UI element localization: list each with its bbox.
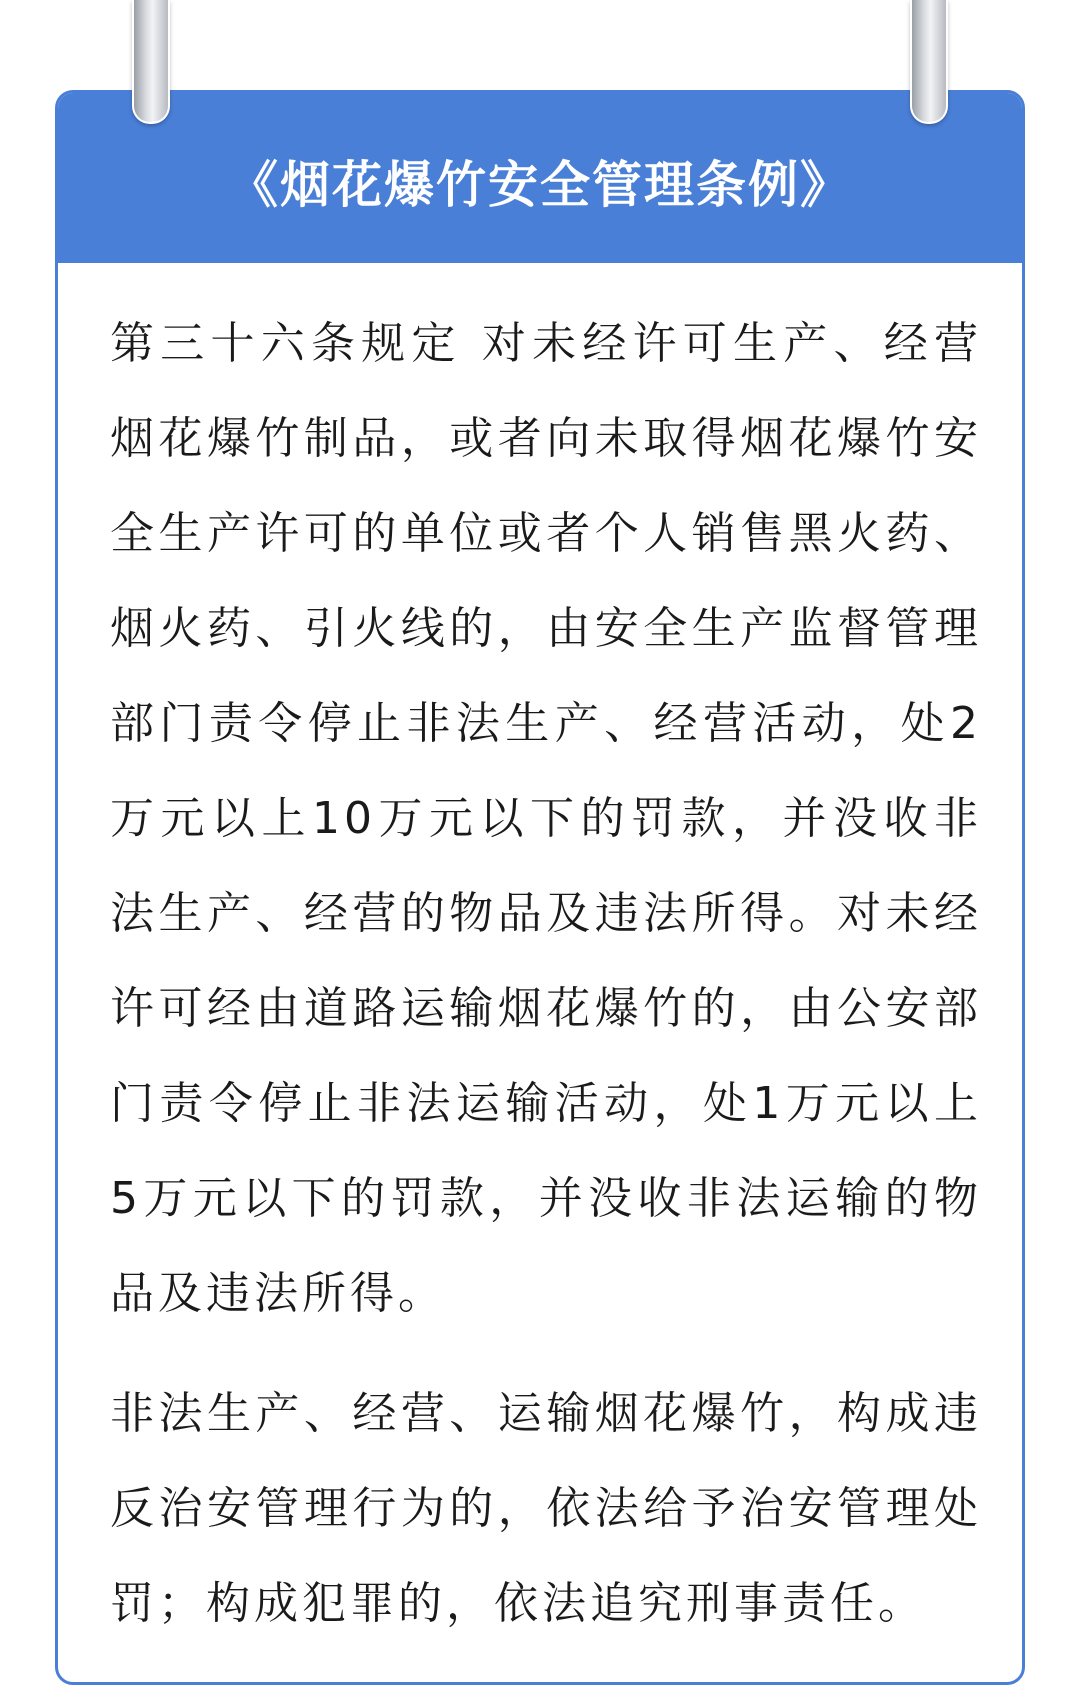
binder-clip-left [132,0,170,124]
card-header [58,93,1022,263]
paragraph-penalty: 非法生产、经营、运输烟花爆竹，构成违反治安管理行为的，依法给予治安管理处罚；构成犯罪的，依法追究刑事责任。 [110,1388,982,1629]
regulation-card [55,90,1025,1685]
card-title: 《烟花爆竹安全管理条例》 [228,156,852,214]
paragraph-article-36: 第三十六条规定 对未经许可生产、经营烟花爆竹制品，或者向未取得烟花爆竹安全生产许可的单位或者个人销售黑火药、烟火药、引火线的，由安全生产监督管理部门责令停止非法生产、经营活动，处2万元以上10万元以下的罚款，并没收非法生产、经营的物品及违法所得。对未经许可经由道路运输烟花爆竹的，由公安部门责令停止非法运输活动，处1万元以上5万元以下的罚款，并没收非法运输的物品及违法所得。 [110,318,982,1319]
card-body [110,296,982,1651]
binder-clip-right [910,0,948,124]
